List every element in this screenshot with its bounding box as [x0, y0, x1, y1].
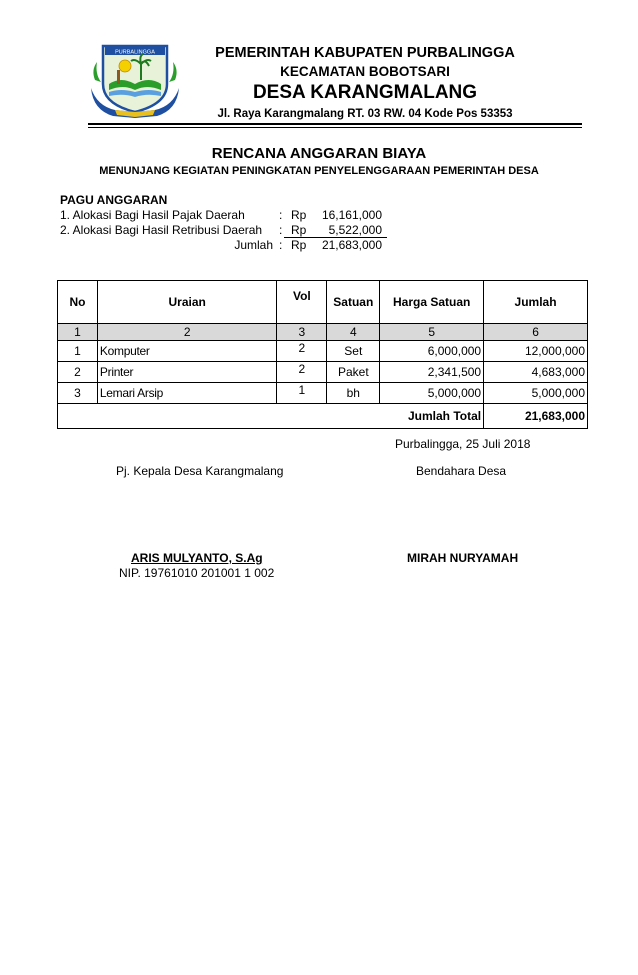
budget-total-currency: Rp [291, 238, 307, 252]
budget-total-label: Jumlah [234, 238, 273, 252]
cell-harga: 2,341,500 [380, 362, 484, 383]
right-signer-role: Bendahara Desa [416, 464, 507, 478]
office-address: Jl. Raya Karangmalang RT. 03 RW. 04 Kode Pos 53353 [217, 108, 513, 120]
cell-satuan: Set [327, 341, 380, 362]
cell-uraian: Komputer [97, 341, 277, 362]
regency-emblem-logo [85, 40, 185, 120]
budget-item-colon: : [279, 223, 283, 237]
table-row [58, 362, 588, 383]
cell-uraian: Printer [97, 362, 277, 383]
cell-satuan: bh [327, 383, 380, 404]
cell-no: 3 [58, 383, 98, 404]
district-name: KECAMATAN BOBOTSARI [280, 64, 450, 79]
column-number: 1 [58, 324, 98, 341]
budget-item-label: 2. Alokasi Bagi Hasil Retribusi Daerah [60, 223, 263, 237]
budget-item-amount: 16,161,000 [321, 208, 382, 222]
letterhead-rule-thin [88, 127, 582, 128]
table-row [58, 383, 588, 404]
cell-jumlah: 12,000,000 [484, 341, 588, 362]
logo-banner-text: PURBALINGGA [115, 49, 155, 56]
header-satuan: Satuan [327, 281, 380, 324]
header-jumlah: Jumlah [484, 281, 588, 324]
column-number: 5 [380, 324, 484, 341]
cell-harga: 5,000,000 [380, 383, 484, 404]
table-header-row [58, 281, 588, 324]
left-signer-role: Pj. Kepala Desa Karangmalang [116, 464, 284, 478]
left-signer-nip: NIP. 19761010 201001 1 002 [119, 566, 275, 580]
budget-item-amount: 5,522,000 [328, 223, 382, 237]
cell-uraian: Lemari Arsip [97, 383, 277, 404]
header-vol: Vol [277, 281, 327, 324]
column-number: 6 [484, 324, 588, 341]
cell-jumlah: 5,000,000 [484, 383, 588, 404]
budget-item-label: 1. Alokasi Bagi Hasil Pajak Daerah [60, 208, 245, 222]
cell-satuan: Paket [327, 362, 380, 383]
government-name: PEMERINTAH KABUPATEN PURBALINGGA [215, 45, 515, 61]
cell-vol: 1 [277, 383, 327, 404]
table-total-row [58, 404, 588, 429]
cell-vol: 2 [277, 341, 327, 362]
header-harga-satuan: Harga Satuan [380, 281, 484, 324]
column-number: 3 [277, 324, 327, 341]
letterhead-rule-thick [88, 123, 582, 125]
budget-ceiling-heading: PAGU ANGGARAN [60, 193, 168, 207]
table-row [58, 341, 588, 362]
column-number: 2 [97, 324, 277, 341]
column-number: 4 [327, 324, 380, 341]
header-uraian: Uraian [97, 281, 277, 324]
budget-item-currency: Rp [291, 208, 307, 222]
cell-no: 1 [58, 341, 98, 362]
cell-harga: 6,000,000 [380, 341, 484, 362]
column-number-row [58, 324, 588, 341]
cell-vol: 2 [277, 362, 327, 383]
place-date: Purbalingga, 25 Juli 2018 [395, 437, 531, 451]
left-signer-name: ARIS MULYANTO, S.Ag [131, 551, 263, 565]
header-no: No [58, 281, 98, 324]
document-subtitle: MENUNJANG KEGIATAN PENINGKATAN PENYELENGGARAAN PEMERINTAH DESA [99, 165, 539, 177]
village-name: DESA KARANGMALANG [252, 82, 478, 103]
budget-total-amount: 21,683,000 [321, 238, 382, 252]
right-signer-name: MIRAH NURYAMAH [407, 551, 519, 565]
budget-item-currency: Rp [291, 223, 307, 237]
budget-total-colon: : [279, 238, 283, 252]
document-title: RENCANA ANGGARAN BIAYA [211, 145, 427, 162]
budget-item-colon: : [279, 208, 283, 222]
cell-jumlah: 4,683,000 [484, 362, 588, 383]
total-label: Jumlah Total [58, 404, 484, 429]
budget-table [57, 280, 588, 429]
total-value: 21,683,000 [484, 404, 588, 429]
cell-no: 2 [58, 362, 98, 383]
